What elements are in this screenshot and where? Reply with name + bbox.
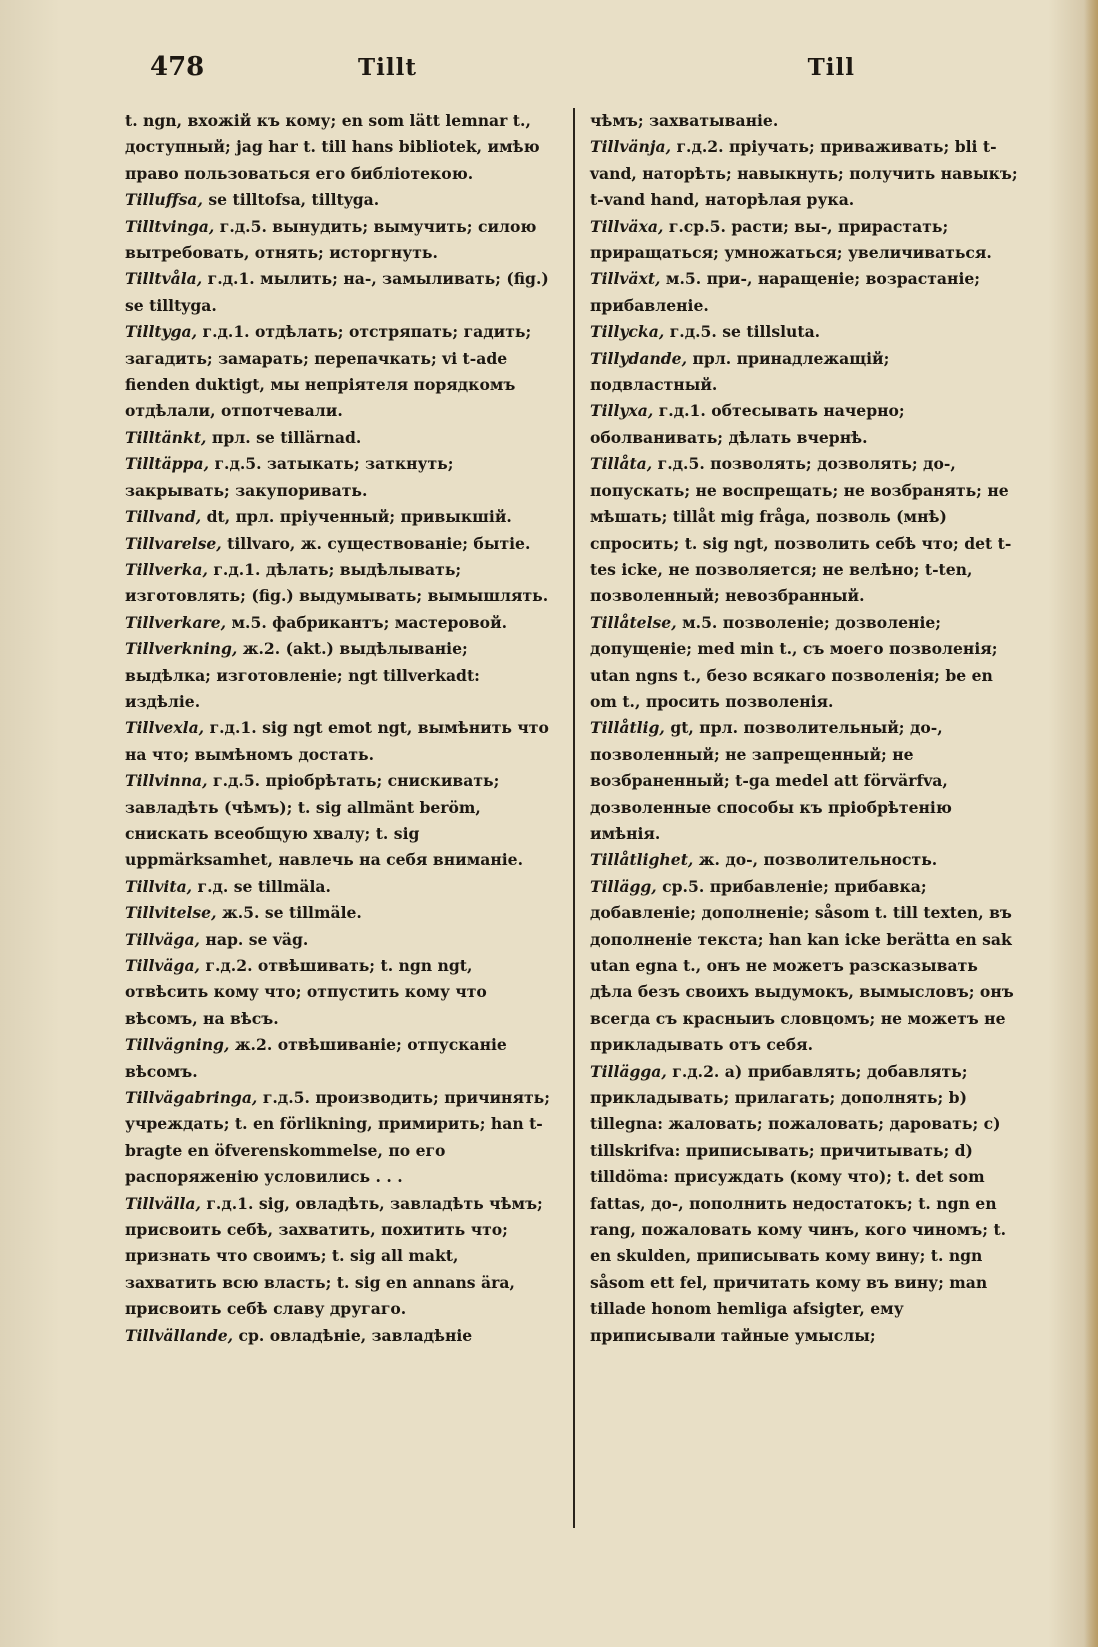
dictionary-entry bbox=[125, 768, 553, 874]
dictionary-entry bbox=[125, 425, 553, 451]
entry-definition: г.д.5. пріобрѣтать; снискивать; завладѣть (чѣмъ); t. sig allmänt beröm, снискать всеобщую хвалу; t. sig uppmärksamhet, навлечь на себя вниманіе. bbox=[125, 771, 524, 870]
entry-definition: г.д.1. мылить; на-, замыливать; (fig.) se tilltyga. bbox=[125, 269, 549, 315]
dictionary-entry bbox=[125, 451, 553, 504]
page-edge-shadow bbox=[1084, 0, 1098, 1647]
entry-definition: г.д.1. дѣлать; выдѣлывать; изготовлять; (fig.) выдумывать; вымышлять. bbox=[125, 559, 549, 606]
dictionary-entry bbox=[590, 398, 1018, 451]
dictionary-entry bbox=[590, 610, 1018, 716]
dictionary-entry bbox=[590, 108, 1018, 134]
entry-headword: Tillåtlig, bbox=[590, 718, 665, 738]
entry-headword: Tillväga, bbox=[125, 956, 200, 975]
dictionary-entry bbox=[125, 953, 553, 1032]
entry-headword: Tillverkare, bbox=[125, 612, 227, 632]
entry-headword: Tillvitelse, bbox=[125, 903, 217, 923]
dictionary-entry bbox=[125, 1032, 553, 1085]
entry-headword: Tillväga, bbox=[125, 929, 200, 949]
entry-definition: г.ср.5. расти; вы-, прирастать; приращаться; умножаться; увеличиваться. bbox=[590, 216, 992, 263]
entry-definition: г.д.2. пріучать; приваживать; bli t-vand, наторѣть; навыкнуть; получить навыкъ; t-vand hand, наторѣлая рука. bbox=[590, 137, 1018, 210]
dictionary-entry bbox=[590, 451, 1018, 609]
dictionary-entry bbox=[590, 134, 1018, 213]
entry-definition: dt, прл. пріученный; привыкшій. bbox=[206, 507, 512, 527]
dictionary-entry bbox=[125, 531, 553, 557]
page-number: 478 bbox=[150, 52, 205, 82]
entry-definition: ж. до-, позволительность. bbox=[698, 850, 938, 870]
column-divider bbox=[573, 108, 575, 1528]
entry-headword: Tilltäppa, bbox=[125, 454, 210, 474]
dictionary-entry bbox=[125, 1191, 553, 1323]
dictionary-entry bbox=[590, 1059, 1018, 1349]
entry-definition: г.д.5. затыкать; заткнуть; закрывать; закупоривать. bbox=[125, 454, 454, 500]
entry-headword: Tillvänja, bbox=[590, 137, 672, 157]
entry-definition: ж.5. se tillmäle. bbox=[221, 903, 362, 923]
dictionary-entry bbox=[125, 636, 553, 715]
entry-headword: Tillverka, bbox=[125, 559, 208, 579]
dictionary-entry bbox=[125, 1085, 553, 1191]
entry-headword: Tillvägning, bbox=[125, 1035, 230, 1055]
entry-definition: tillvaro, ж. существованіе; бытіе. bbox=[227, 533, 531, 553]
entry-definition: г.д.5. se tillsluta. bbox=[669, 322, 821, 342]
dictionary-entry bbox=[125, 266, 553, 319]
entry-definition: ср.5. прибавленіе; прибавка; добавленіе; дополненіе; såsom t. till texten, въ дополненіе текста; han kan icke berätta en sak utan egna t., онъ не можетъ разсказывать дѣла безъ своихъ выдумокъ, вымысловъ; онъ всегда съ красныиъ словцомъ; не можетъ не прикладывать отъ себя. bbox=[590, 876, 1014, 1055]
entry-headword: Tillvälla, bbox=[125, 1193, 201, 1213]
dictionary-entry bbox=[590, 266, 1018, 319]
dictionary-entry bbox=[590, 346, 1018, 399]
entry-headword: Tillvinna, bbox=[125, 771, 208, 791]
entry-headword: Tilltvinga, bbox=[125, 216, 215, 236]
entry-definition: г.д.1. обтесывать начерно; оболванивать; дѣлать вчернѣ. bbox=[590, 401, 905, 447]
entry-definition: ср. овладѣніе, завладѣніе bbox=[238, 1325, 473, 1345]
dictionary-entry bbox=[125, 187, 553, 213]
entry-headword: Tillvand, bbox=[125, 507, 202, 527]
entry-definition: se tilltofsa, tilltyga. bbox=[208, 190, 380, 210]
entry-definition: м.5. позволеніе; дозволеніе; допущеніе; med min t., съ моего позволенія; utan ngns t., безо всякаго позволенія; be en om t., просить позволенія. bbox=[590, 612, 998, 711]
entry-headword: Tilltyga, bbox=[125, 322, 198, 342]
left-column bbox=[125, 108, 553, 1349]
entry-headword: Tillycka, bbox=[590, 322, 665, 342]
entry-headword: Tillydande, bbox=[590, 348, 688, 368]
entry-definition: г.д.1. sig, овладѣть, завладѣть чѣмъ; присвоить себѣ, захватить, похитить что; признать что своимъ; t. sig all makt, захватить всю власть; t. sig en annans ära, присвоить себѣ славу другаго. bbox=[125, 1193, 543, 1319]
page-header bbox=[150, 52, 855, 92]
entry-definition: нар. se väg. bbox=[205, 929, 309, 949]
entry-headword: Tillvällande, bbox=[125, 1325, 234, 1345]
entry-definition: t. ngn, вхожій къ кому; en som lätt lemnar t., доступный; jag har t. till hans bibliotek, имѣю право пользоваться его библіотекою. bbox=[125, 111, 540, 183]
dictionary-entry bbox=[590, 847, 1018, 873]
entry-definition: м.5. при-, наращеніе; возрастаніе; прибавленіе. bbox=[590, 269, 981, 315]
dictionary-entry bbox=[590, 874, 1018, 1059]
entry-headword: Tillåta, bbox=[590, 454, 653, 474]
dictionary-entry bbox=[125, 874, 553, 900]
entry-headword: Tillägga, bbox=[590, 1061, 667, 1081]
dictionary-entry bbox=[125, 1323, 553, 1349]
entry-headword: Tillväxt, bbox=[590, 269, 661, 289]
dictionary-entry bbox=[125, 108, 553, 187]
entry-headword: Tillväxa, bbox=[590, 216, 664, 236]
entry-definition: ж.2. отвѣшиваніе; отпусканіе вѣсомъ. bbox=[125, 1035, 507, 1081]
entry-headword: Tillåtelse, bbox=[590, 612, 677, 632]
entry-headword: Tillägg, bbox=[590, 876, 657, 896]
entry-definition: г.д.1. sig ngt emot ngt, вымѣнить что на что; вымѣномъ достать. bbox=[125, 718, 549, 764]
entry-definition: г.д. se tillmäla. bbox=[197, 876, 331, 896]
entry-definition: г.д.5. производить; причинять; учреждать; t. en förlikning, примирить; han t-bragte en öfverenskommelse, по его распоряженію условились . . . bbox=[125, 1088, 550, 1187]
dictionary-entry bbox=[125, 504, 553, 530]
entry-headword: Tillvexla, bbox=[125, 718, 205, 738]
entry-headword: Tilluffsa, bbox=[125, 190, 203, 210]
dictionary-entry bbox=[590, 319, 1018, 345]
entry-definition: ж.2. (akt.) выдѣлываніе; выдѣлка; изготовленіе; ngt tillverkadt: издѣліе. bbox=[125, 639, 480, 711]
entry-definition: г.д.2. a) прибавлять; добавлять; прикладывать; прилагать; дополнять; b) tillegna: жаловать; пожаловать; даровать; c) tillskrifva: приписывать; причитывать; d) tilldöma: присуждать (кому что); t. det som fattas, до-, пополнить недостатокъ; t. ngn en rang, пожаловать кому чинъ, кого чиномъ; t. en skulden, приписывать кому вину; t. ngn såsom ett fel, причитать кому въ вину; man tillade honom hemliga afsigter, ему приписывали тайные умыслы; bbox=[590, 1061, 1007, 1345]
entry-headword: Tilltvåla, bbox=[125, 269, 203, 289]
entry-definition: г.д.2. отвѣшивать; t. ngn ngt, отвѣсить кому что; отпустить кому что вѣсомъ, на вѣсъ. bbox=[125, 956, 487, 1028]
dictionary-entry bbox=[125, 715, 553, 768]
entry-headword: Tillverkning, bbox=[125, 639, 238, 659]
entry-definition: прл. se tillärnad. bbox=[211, 427, 362, 447]
dictionary-entry bbox=[590, 214, 1018, 267]
dictionary-entry bbox=[125, 900, 553, 926]
entry-definition: м.5. фабрикантъ; мастеровой. bbox=[231, 612, 508, 632]
entry-headword: Tillåtlighet, bbox=[590, 850, 694, 870]
entry-definition: г.д.5. позволять; дозволять; до-, попускать; не воспрещать; не возбранять; не мѣшать; tillåt mig fråga, позволь (мнѣ) спросить; t. sig ngt, позволить себѣ что; det t-tes icke, не позволяется; не велѣно; t-ten, позволенный; невозбранный. bbox=[590, 454, 1012, 606]
right-column bbox=[590, 108, 1018, 1349]
entry-headword: Tillvägabringa, bbox=[125, 1088, 258, 1108]
dictionary-entry bbox=[125, 214, 553, 267]
entry-definition: прл. принадлежащій; подвластный. bbox=[590, 348, 890, 395]
entry-headword: Tilltänkt, bbox=[125, 427, 207, 447]
entry-definition: gt, прл. позволительный; до-, позволенный; не запрещенный; не возбраненный; t-ga medel att förvärfva, дозволенные способы къ пріобрѣтенію имѣнія. bbox=[590, 718, 952, 843]
entry-headword: Tillvita, bbox=[125, 876, 193, 896]
entry-headword: Tillyxa, bbox=[590, 401, 654, 421]
dictionary-entry bbox=[125, 927, 553, 953]
entry-definition: г.д.1. отдѣлать; отстряпать; гадить; загадить; замарать; перепачкать; vi t-ade fienden duktigt, мы непріятеля порядкомъ отдѣлали, отпотчевали. bbox=[125, 322, 532, 421]
entry-definition: чѣмъ; захватываніе. bbox=[590, 111, 779, 130]
entry-headword: Tillvarelse, bbox=[125, 533, 222, 553]
running-headword-right: Till bbox=[807, 54, 855, 81]
entry-definition: г.д.5. вынудить; вымучить; силою вытребовать, отнять; исторгнуть. bbox=[125, 216, 537, 263]
dictionary-entry bbox=[125, 557, 553, 610]
dictionary-entry bbox=[125, 319, 553, 425]
dictionary-entry bbox=[590, 715, 1018, 847]
running-headword-left: Tillt bbox=[358, 54, 417, 81]
dictionary-entry bbox=[125, 610, 553, 636]
